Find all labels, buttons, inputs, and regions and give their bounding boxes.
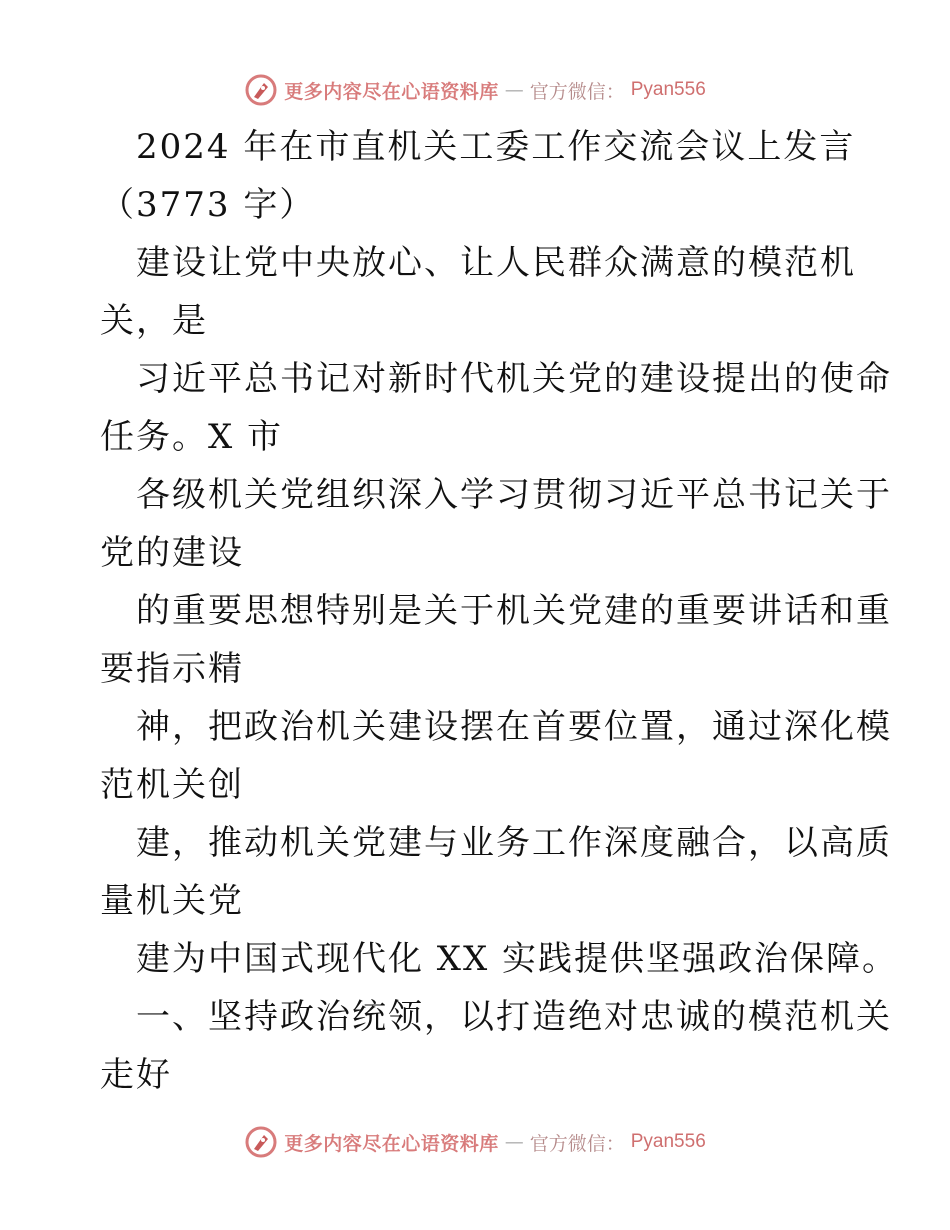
paragraph-line: 建，推动机关党建与业务工作深度融合，以高质 — [136, 823, 892, 863]
pen-nib-logo-icon — [244, 1125, 278, 1159]
paragraph-line: 习近平总书记对新时代机关党的建设提出的使命 — [136, 359, 892, 399]
paragraph-line: 神，把政治机关建设摆在首要位置，通过深化模 — [136, 707, 892, 747]
paragraph-line: 关，是 — [100, 301, 208, 341]
paragraph-line: 党的建设 — [100, 533, 244, 573]
paragraph-line: 建为中国式现代化 XX 实践提供坚强政治保障。 — [136, 939, 899, 979]
paragraph-line: 建设让党中央放心、让人民群众满意的模范机 — [136, 243, 856, 283]
watermark-separator: — — [504, 1131, 524, 1153]
watermark-id: Pyan556 — [630, 1131, 706, 1152]
footer-watermark — [0, 1122, 950, 1162]
paragraph-line: 的重要思想特别是关于机关党建的重要讲话和重 — [136, 591, 892, 631]
watermark-text: 更多内容尽在心语资料库 — [284, 1132, 499, 1155]
watermark-id: Pyan556 — [630, 79, 706, 100]
pen-nib-logo-icon — [244, 73, 278, 107]
paragraph-line: 范机关创 — [100, 765, 244, 805]
watermark-text: 更多内容尽在心语资料库 — [284, 80, 499, 103]
paragraph-line: 任务。X 市 — [100, 417, 284, 457]
paragraph-line: 量机关党 — [100, 881, 244, 921]
paragraph-line: 各级机关党组织深入学习贯彻习近平总书记关于 — [136, 475, 892, 515]
watermark-sub: 官方微信： — [529, 1132, 625, 1155]
watermark-sub: 官方微信： — [529, 80, 625, 103]
document-body — [100, 118, 899, 1104]
document-title: 2024 年在市直机关工委工作交流会议上发言 — [136, 127, 856, 167]
header-watermark — [0, 70, 950, 110]
section-heading: 一、坚持政治统领，以打造绝对忠诚的模范机关 — [136, 997, 892, 1037]
paragraph-line: 要指示精 — [100, 649, 244, 689]
document-subtitle: （3773 字） — [100, 185, 316, 225]
watermark-separator: — — [504, 79, 524, 101]
paragraph-line: 走好 — [100, 1055, 172, 1095]
